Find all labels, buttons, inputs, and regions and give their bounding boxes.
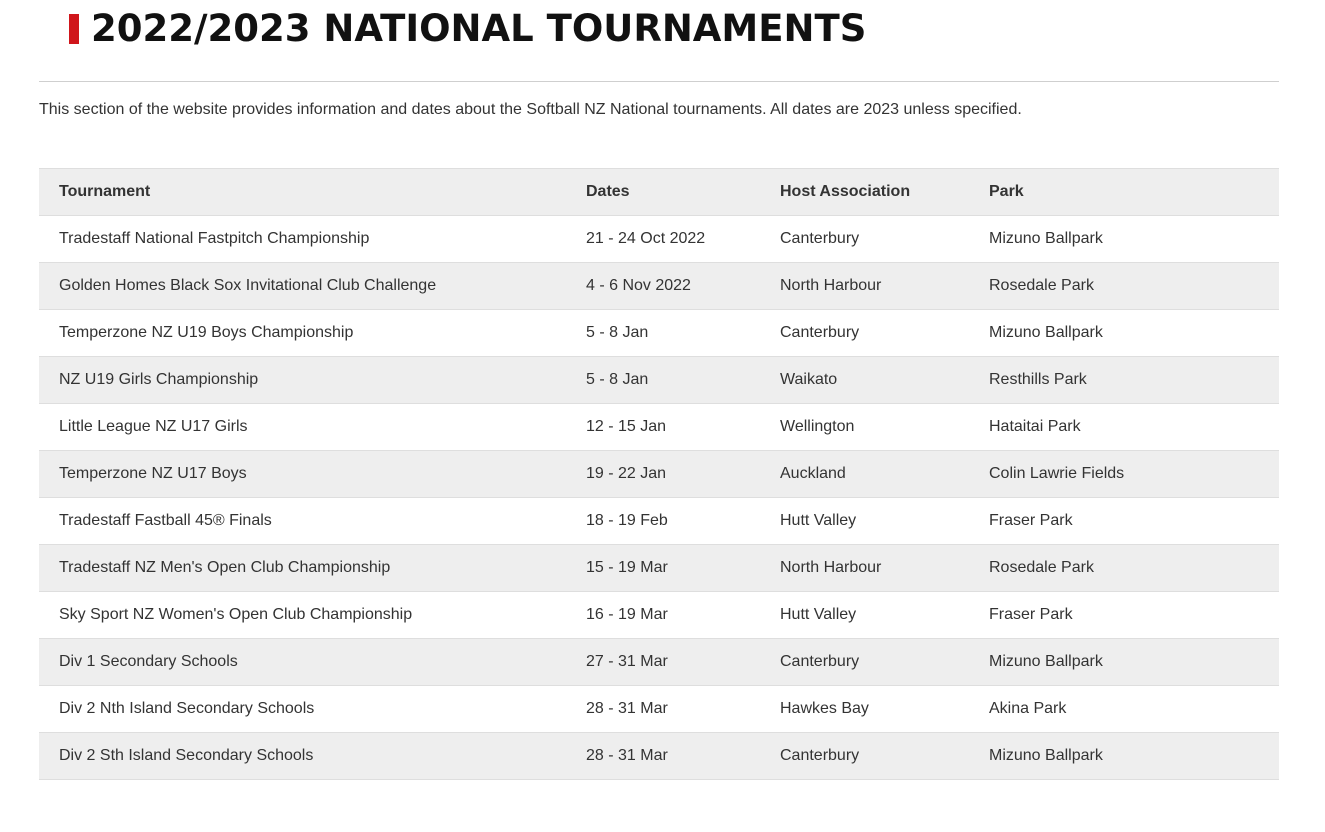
cell-dates: 28 - 31 Mar [566, 733, 760, 780]
cell-host-association: North Harbour [760, 545, 969, 592]
cell-dates: 5 - 8 Jan [566, 310, 760, 357]
cell-tournament: Golden Homes Black Sox Invitational Club Challenge [39, 263, 566, 310]
cell-tournament: Sky Sport NZ Women's Open Club Championship [39, 592, 566, 639]
cell-host-association: Canterbury [760, 733, 969, 780]
cell-park: Mizuno Ballpark [969, 216, 1279, 263]
cell-host-association: Canterbury [760, 310, 969, 357]
cell-dates: 19 - 22 Jan [566, 451, 760, 498]
cell-park: Fraser Park [969, 498, 1279, 545]
cell-park: Rosedale Park [969, 545, 1279, 592]
cell-dates: 28 - 31 Mar [566, 686, 760, 733]
cell-host-association: Waikato [760, 357, 969, 404]
tournaments-table-wrapper [39, 168, 1279, 780]
table-row [39, 310, 1279, 357]
table-row [39, 733, 1279, 780]
cell-host-association: Wellington [760, 404, 969, 451]
cell-tournament: Div 2 Nth Island Secondary Schools [39, 686, 566, 733]
header-host-association: Host Association [760, 169, 969, 216]
cell-park: Colin Lawrie Fields [969, 451, 1279, 498]
table-row [39, 404, 1279, 451]
table-row [39, 498, 1279, 545]
header-tournament: Tournament [39, 169, 566, 216]
table-row [39, 216, 1279, 263]
cell-host-association: Hawkes Bay [760, 686, 969, 733]
cell-dates: 21 - 24 Oct 2022 [566, 216, 760, 263]
cell-dates: 5 - 8 Jan [566, 357, 760, 404]
page-title: 2022/2023 NATIONAL TOURNAMENTS [91, 7, 867, 50]
title-row [39, 0, 1279, 62]
cell-tournament: Tradestaff NZ Men's Open Club Championship [39, 545, 566, 592]
cell-park: Fraser Park [969, 592, 1279, 639]
cell-host-association: Canterbury [760, 639, 969, 686]
table-row [39, 592, 1279, 639]
cell-tournament: Tradestaff Fastball 45® Finals [39, 498, 566, 545]
cell-dates: 27 - 31 Mar [566, 639, 760, 686]
cell-dates: 12 - 15 Jan [566, 404, 760, 451]
cell-host-association: Hutt Valley [760, 498, 969, 545]
cell-tournament: Little League NZ U17 Girls [39, 404, 566, 451]
cell-park: Mizuno Ballpark [969, 733, 1279, 780]
cell-park: Resthills Park [969, 357, 1279, 404]
cell-dates: 18 - 19 Feb [566, 498, 760, 545]
cell-tournament: Tradestaff National Fastpitch Championship [39, 216, 566, 263]
table-row [39, 639, 1279, 686]
cell-host-association: North Harbour [760, 263, 969, 310]
title-divider [39, 81, 1279, 82]
cell-park: Mizuno Ballpark [969, 639, 1279, 686]
table-header-row [39, 169, 1279, 216]
intro-text: This section of the website provides information and dates about the Softball NZ National tournaments. All dates are 2023 unless specified. [39, 101, 1022, 118]
cell-dates: 15 - 19 Mar [566, 545, 760, 592]
cell-tournament: NZ U19 Girls Championship [39, 357, 566, 404]
table-row [39, 357, 1279, 404]
table-row [39, 263, 1279, 310]
cell-park: Rosedale Park [969, 263, 1279, 310]
cell-park: Mizuno Ballpark [969, 310, 1279, 357]
cell-tournament: Div 1 Secondary Schools [39, 639, 566, 686]
cell-host-association: Hutt Valley [760, 592, 969, 639]
cell-park: Hataitai Park [969, 404, 1279, 451]
title-accent-bar [69, 14, 79, 44]
cell-dates: 4 - 6 Nov 2022 [566, 263, 760, 310]
table-row [39, 686, 1279, 733]
page-content [39, 0, 1279, 764]
cell-tournament: Temperzone NZ U19 Boys Championship [39, 310, 566, 357]
header-park: Park [969, 169, 1279, 216]
tournaments-table [39, 168, 1279, 780]
table-body [39, 216, 1279, 780]
cell-host-association: Canterbury [760, 216, 969, 263]
cell-park: Akina Park [969, 686, 1279, 733]
cell-host-association: Auckland [760, 451, 969, 498]
cell-tournament: Temperzone NZ U17 Boys [39, 451, 566, 498]
table-row [39, 545, 1279, 592]
table-row [39, 451, 1279, 498]
cell-tournament: Div 2 Sth Island Secondary Schools [39, 733, 566, 780]
cell-dates: 16 - 19 Mar [566, 592, 760, 639]
header-dates: Dates [566, 169, 760, 216]
